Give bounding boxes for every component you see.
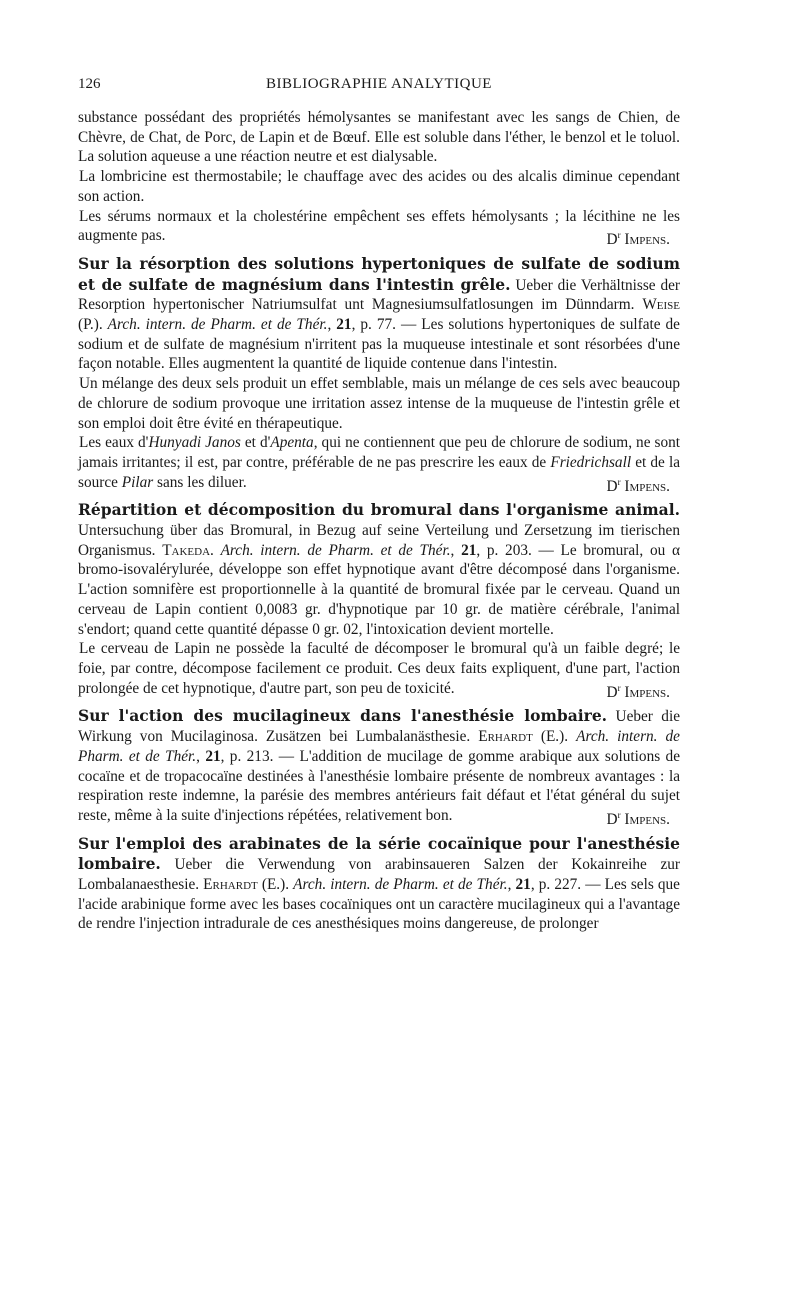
article-title: Sur la résorption des solutions hypertoniques de sulfate de sodium et de sulfate de magnésium dans l'intestin grêle. bbox=[78, 253, 680, 294]
running-title: BIBLIOGRAPHIE ANALYTIQUE bbox=[266, 76, 492, 92]
signature: $D^r$ Impens. bbox=[606, 809, 670, 828]
signature: $D^r$ Impens. bbox=[606, 230, 670, 249]
article-title: Répartition et décomposition du bromural dans l'organisme animal. bbox=[78, 500, 680, 520]
page-header bbox=[78, 72, 680, 94]
journal-name: Arch. intern. de Pharm. et de Thér. bbox=[107, 316, 328, 334]
article-resorption-paragraph-2: Un mélange des deux sels produit un effet semblable, mais un mélange de ces sels avec beaucoup de chlorure de sodium provoque une irritation assez intense de la muqueuse de l'intestin grêle et son emploi doit être évité en thérapeutique. bbox=[78, 375, 680, 432]
journal-name: Arch. intern. de Pharm. et de Thér. bbox=[220, 541, 451, 559]
journal-name: Arch. intern. de Pharm. et de Thér. bbox=[293, 876, 508, 894]
article-bromural: Répartition et décomposition du bromural dans l'organisme animal. Untersuchung über das Bromural, in Bezug auf seine Verteilung und Zersetzung im tierischen Organismus. Takeda. Arch. intern. de Pharm. et de Thér., 21, p. 203. — Le bromural, ou α bromo-isovalérylurée, développe son effet hypnotique avant d'être décomposé dans l'organisme. L'action somnifère est proportionnelle à la quantité de bromural fixée par le cerveau. Quand un cerveau de Lapin contient 0,0083 gr. d'hypnotique par 10 gr. de matière cérébrale, l'animal s'endort; quand cette quantité dépasse 0 gr. 02, l'intoxication devient mortelle. bbox=[78, 500, 680, 638]
signature: $D^r$ Impens. bbox=[606, 682, 670, 701]
intro-paragraph-2: La lombricine est thermostabile; le chauffage avec des acides ou des alcalis diminue cependant son action. bbox=[78, 168, 680, 205]
article-arabinates: Sur l'emploi des arabinates de la série cocaïnique pour l'anesthésie lombaire. Ueber die Verwendung von arabinsaueren Salzen der Kokainreihe zur Lombalanaesthesie. Erhardt (E.). Arch. intern. de Pharm. et de Thér., 21, p. 227. — Les sels que l'acide arabinique forme avec les bases cocaïniques ont un caractère mucilagineux qui a l'avantage de rendre l'injection intradurale de ces anesthésiques moins dangereuse, de prolonger bbox=[78, 833, 680, 933]
intro-paragraph-1: substance possédant des propriétés hémolysantes se manifestant avec les sangs de Chien, de Chèvre, de Chat, de Porc, de Lapin et de Bœuf. Elle est soluble dans l'éther, le benzol et le toluol. La solution aqueuse a une réaction neutre et est dialysable. bbox=[78, 109, 680, 166]
article-title: Sur l'emploi des arabinates de la série cocaïnique pour l'anesthésie lombaire. bbox=[78, 833, 680, 874]
article-bromural-paragraph-2: Le cerveau de Lapin ne possède la faculté de décomposer le bromural qu'à un faible degré; le foie, par contre, décompose facilement ce produit. Ces deux faits expliquent, d'une part, l'action prolongée de cet hypnotique, d'autre part, son peu de toxicité. $D^r$ Impens. bbox=[78, 640, 680, 701]
signature: $D^r$ Impens. bbox=[606, 476, 670, 495]
intro-paragraph-3: Les sérums normaux et la cholestérine empêchent ses effets hémolysants ; la lécithine ne les augmente pas. $D^r$ Impens. bbox=[78, 207, 680, 249]
page-number: 126 bbox=[78, 76, 101, 92]
article-resorption: Sur la résorption des solutions hypertoniques de sulfate de sodium et de sulfate de magnésium dans l'intestin grêle. Ueber die Verhältnisse der Resorption hypertonischer Natriumsulfat unt Magnesiumsulfatlosungen im Dünndarm. Weise (P.). Arch. intern. de Pharm. et de Thér., 21, p. 77. — Les solutions hypertoniques de sulfate de sodium et de sulfate de magnésium n'irritent pas la muqueuse intestinale et sont résorbées d'une façon notable. Elles augmentent la quantité de liquide contenue dans l'intestin. bbox=[78, 253, 680, 373]
article-mucilagineux: Sur l'action des mucilagineux dans l'anesthésie lombaire. Ueber die Wirkung von Mucilaginosa. Zusätzen bei Lumbalanästhesie. Erhardt (E.). Arch. intern. de Pharm. et de Thér., 21, p. 213. — L'addition de mucilage de gomme arabique aux solutions de cocaïne et de tropacocaïne destinées à l'anesthésie lombaire présente de nombreux avantages : la respiration reste indemne, la parésie des membres antérieurs fait défaut et l'état général du sujet reste, même à la suite d'injections répétées, relativement bon. $D^r$ Impens. bbox=[78, 706, 680, 828]
article-title: Sur l'action des mucilagineux dans l'anesthésie lombaire. bbox=[78, 706, 608, 726]
article-resorption-paragraph-3: Les eaux d'Hunyadi Janos et d'Apenta, qui ne contiennent que peu de chlorure de sodium, ne sont jamais irritantes; il est, par contre, préférable de ne pas prescrire les eaux de Friedrichsall et de la source Pilar sans les diluer. $D^r$ Impens. bbox=[78, 434, 681, 495]
document-page bbox=[78, 72, 680, 934]
journal-name: Arch. intern. de Pharm. et de Thér. bbox=[78, 728, 680, 765]
